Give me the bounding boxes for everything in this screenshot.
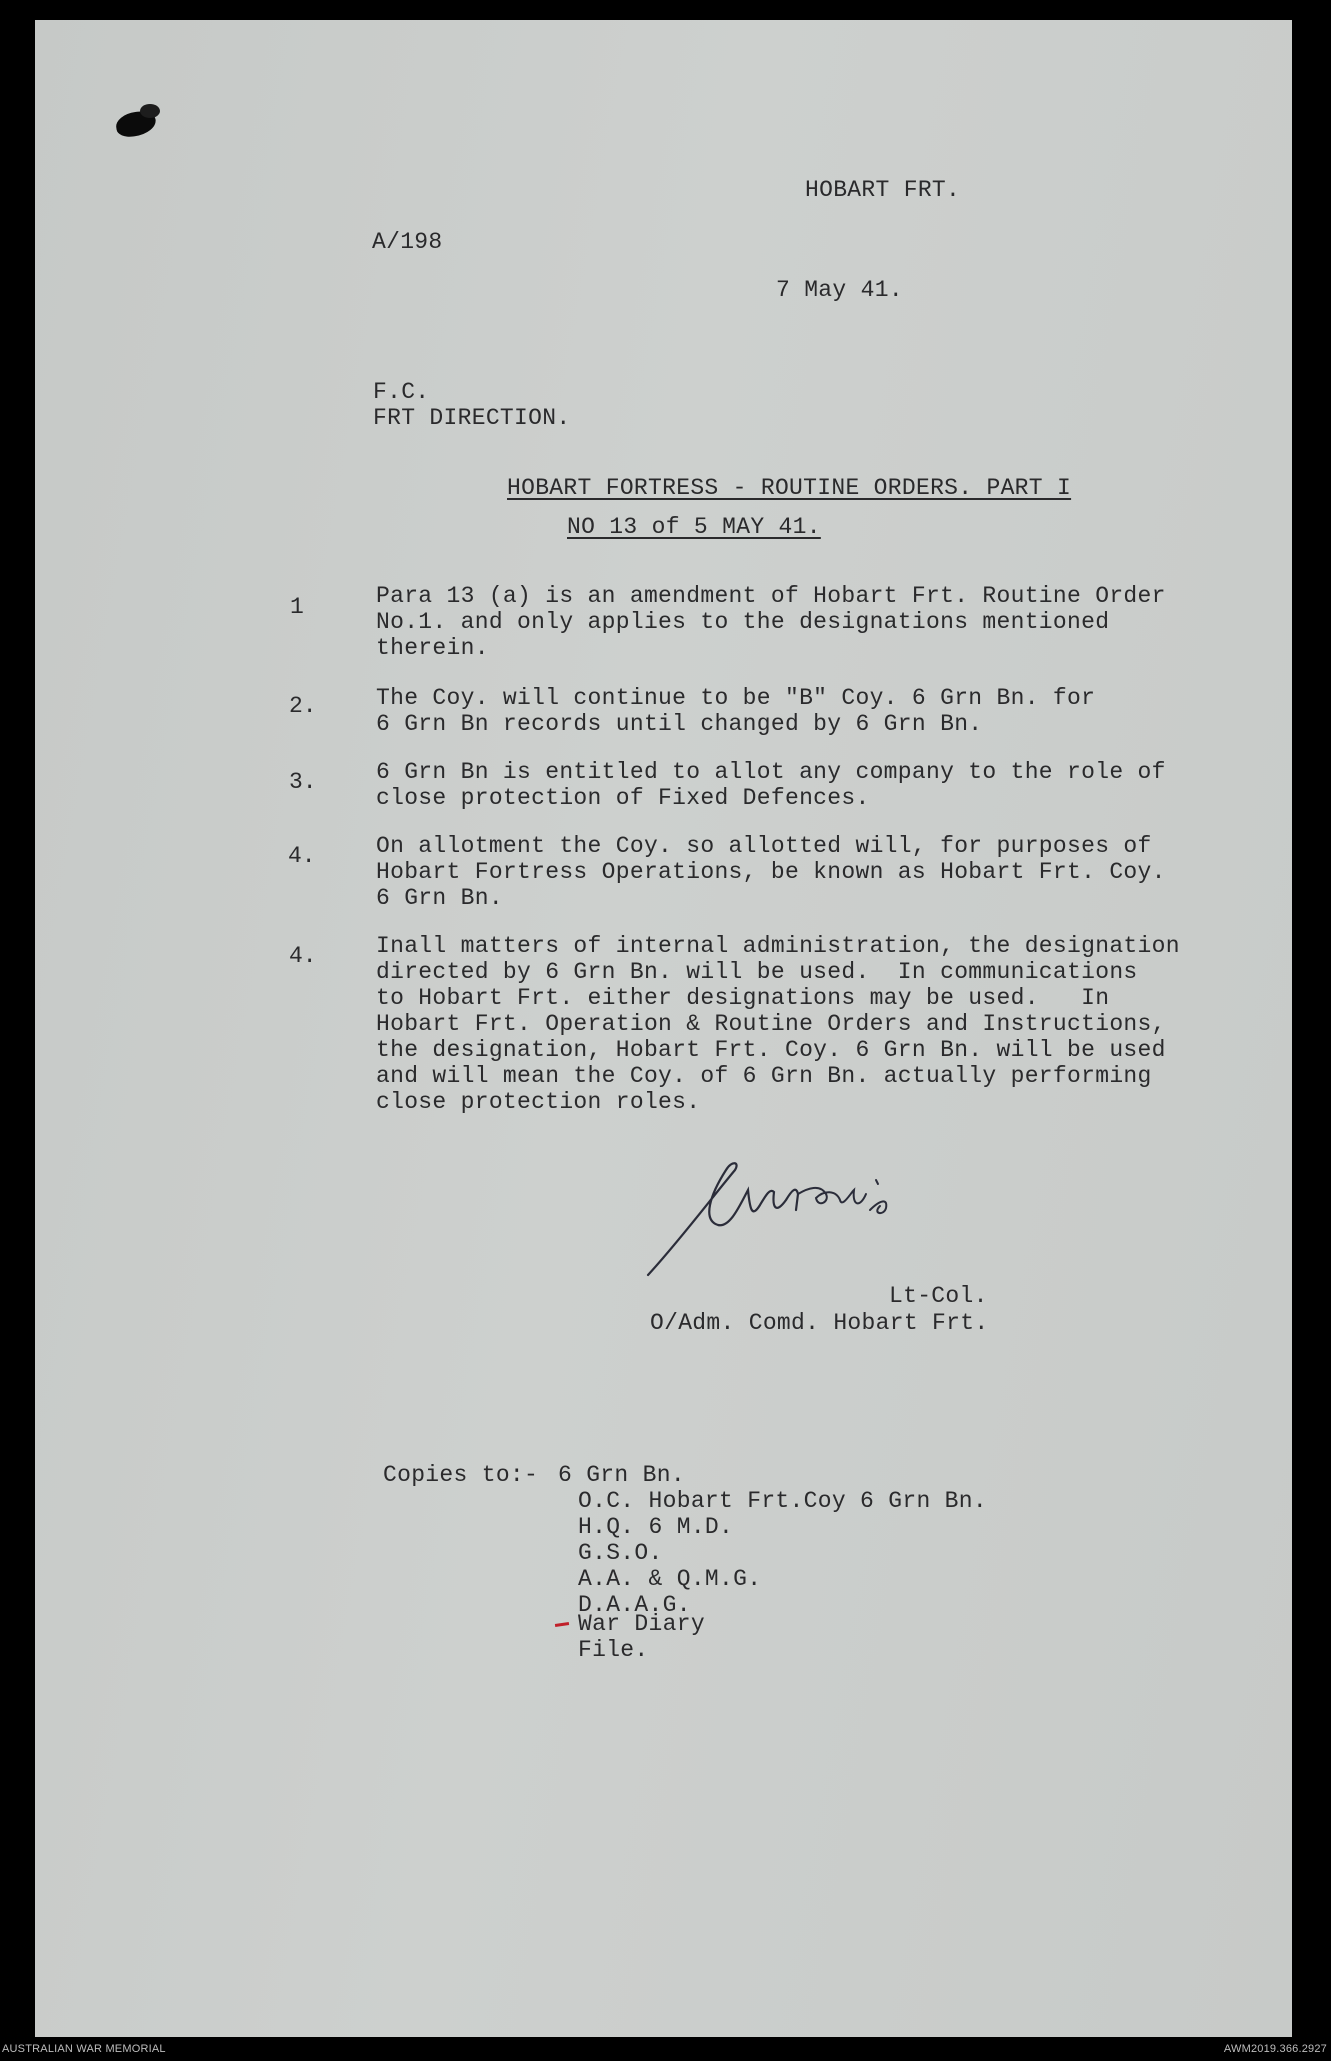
copies-recipient-7: War Diary bbox=[578, 1611, 705, 1637]
copies-recipient-8: File. bbox=[578, 1637, 649, 1663]
paragraph-1-line-2: No.1. and only applies to the designations mentioned bbox=[376, 609, 1110, 635]
document-date: 7 May 41. bbox=[776, 277, 903, 303]
paragraph-2-line-1: The Coy. will continue to be "B" Coy. 6 Grn Bn. for bbox=[376, 685, 1096, 711]
paragraph-4-line-3: 6 Grn Bn. bbox=[376, 885, 503, 911]
paragraph-5-line-1: Inall matters of internal administration, the designation bbox=[376, 933, 1180, 959]
paragraph-4-number: 4. bbox=[288, 843, 316, 869]
copies-recipient-2: O.C. Hobart Frt.Coy 6 Grn Bn. bbox=[578, 1488, 987, 1514]
paragraph-5-line-2: directed by 6 Grn Bn. will be used. In communications bbox=[376, 959, 1138, 985]
paragraph-5-line-3: to Hobart Frt. either designations may be used. In bbox=[376, 985, 1110, 1011]
paragraph-5-line-6: and will mean the Coy. of 6 Grn Bn. actually performing bbox=[376, 1063, 1152, 1089]
copies-recipient-1: 6 Grn Bn. bbox=[558, 1462, 685, 1488]
copies-recipient-5: A.A. & Q.M.G. bbox=[578, 1566, 762, 1592]
signatory-title: O/Adm. Comd. Hobart Frt. bbox=[650, 1310, 989, 1336]
paragraph-2-number: 2. bbox=[289, 693, 317, 719]
subject-line-2: NO 13 of 5 MAY 41. bbox=[567, 514, 821, 540]
paragraph-1-line-3: therein. bbox=[376, 635, 489, 661]
paragraph-5-line-5: the designation, Hobart Frt. Coy. 6 Grn Bn. will be used bbox=[376, 1037, 1166, 1063]
footer-institution: AUSTRALIAN WAR MEMORIAL bbox=[2, 2043, 166, 2055]
paragraph-5-line-4: Hobart Frt. Operation & Routine Orders and Instructions, bbox=[376, 1011, 1166, 1037]
footer-accession-number: AWM2019.366.2927 bbox=[1223, 2043, 1327, 2055]
addressee-line-1: F.C. bbox=[373, 379, 430, 405]
handwritten-signature bbox=[640, 1150, 920, 1280]
copies-recipient-3: H.Q. 6 M.D. bbox=[578, 1514, 734, 1540]
paragraph-2-line-2: 6 Grn Bn records until changed by 6 Grn Bn. bbox=[376, 711, 983, 737]
copies-label: Copies to:- bbox=[383, 1462, 539, 1488]
paragraph-1-number: 1 bbox=[290, 594, 304, 620]
paragraph-5-line-7: close protection roles. bbox=[376, 1089, 701, 1115]
paragraph-5-number: 4. bbox=[289, 943, 317, 969]
copies-recipient-4: G.S.O. bbox=[578, 1540, 663, 1566]
signatory-rank: Lt-Col. bbox=[889, 1283, 988, 1309]
paragraph-3-number: 3. bbox=[289, 769, 317, 795]
header-location: HOBART FRT. bbox=[805, 177, 961, 203]
paragraph-4-line-1: On allotment the Coy. so allotted will, for purposes of bbox=[376, 833, 1152, 859]
subject-line-1: HOBART FORTRESS - ROUTINE ORDERS. PART I bbox=[507, 475, 1072, 501]
copies-recipient-6: D.A.A.G. bbox=[578, 1592, 691, 1618]
addressee-line-2: FRT DIRECTION. bbox=[373, 405, 571, 431]
file-reference: A/198 bbox=[372, 229, 443, 255]
paragraph-3-line-2: close protection of Fixed Defences. bbox=[376, 785, 870, 811]
paragraph-3-line-1: 6 Grn Bn is entitled to allot any company to the role of bbox=[376, 759, 1166, 785]
punch-hole-edge bbox=[140, 104, 160, 118]
paragraph-4-line-2: Hobart Fortress Operations, be known as Hobart Frt. Coy. bbox=[376, 859, 1166, 885]
paragraph-1-line-1: Para 13 (a) is an amendment of Hobart Frt. Routine Order bbox=[376, 583, 1166, 609]
